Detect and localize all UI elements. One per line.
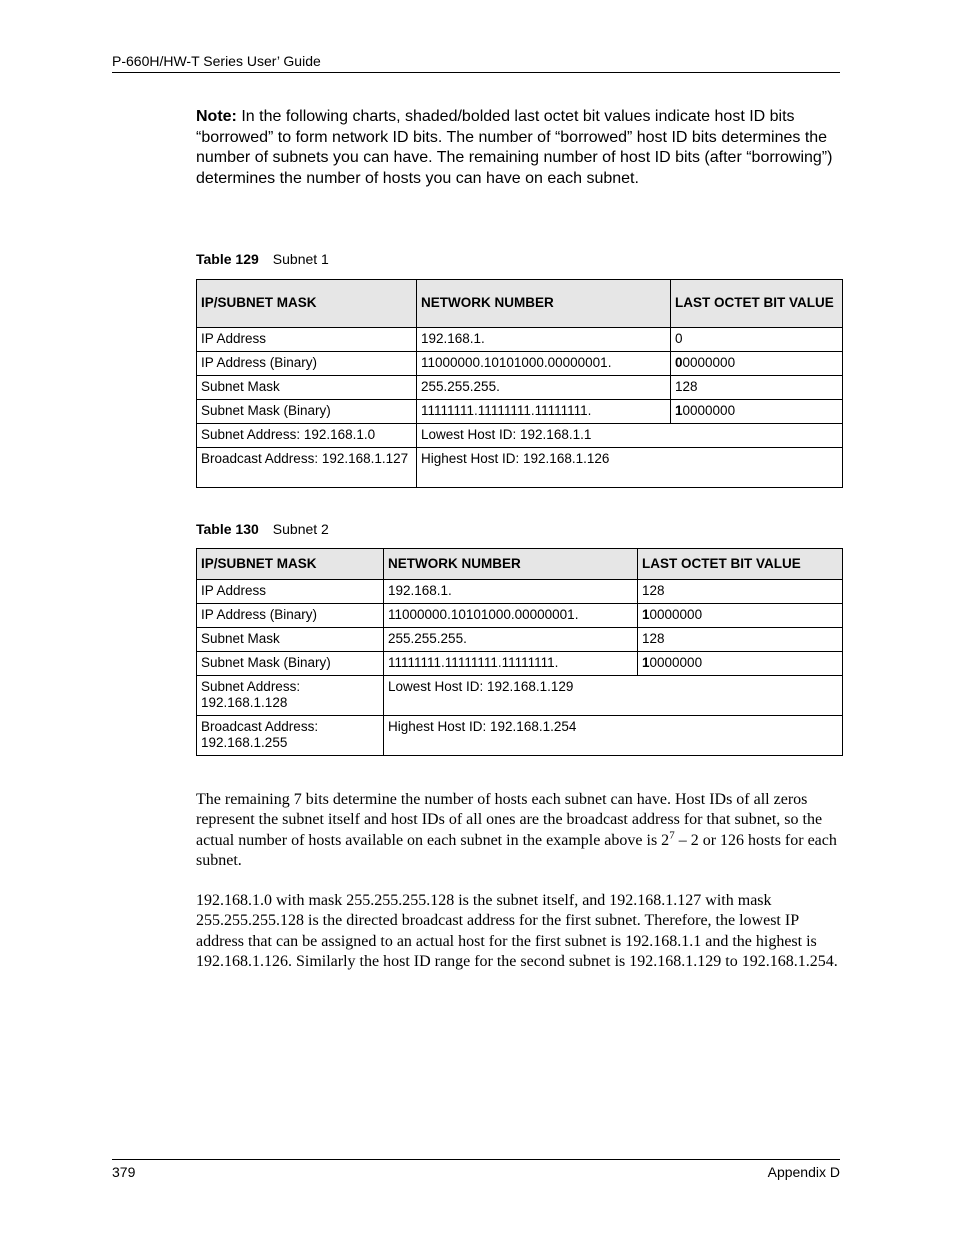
lowest-host-cell: Lowest Host ID: 192.168.1.129 (384, 676, 843, 716)
borrowed-bit: 1 (642, 655, 650, 670)
note-text: In the following charts, shaded/bolded last octet bit values indicate host ID bits “borrowed” to form network ID bits. The number of “borrowed” host ID bits determines the number of subnets you can have. The remaining number of host ID bits (after “borrowing”) determines the number of hosts you can have on each subnet. (196, 108, 833, 187)
table-cell: Subnet Mask (Binary) (197, 652, 384, 676)
borrowed-bit: 1 (642, 607, 650, 622)
table-cell: IP Address (Binary) (197, 604, 384, 628)
table-cell: 11000000.10101000.00000001. (384, 604, 638, 628)
column-header: NETWORK NUMBER (417, 280, 671, 328)
table-cell: 11111111.11111111.11111111. (417, 400, 671, 424)
table-cell: IP Address (197, 328, 417, 352)
table-cell (671, 400, 843, 424)
column-header: IP/SUBNET MASK (197, 549, 384, 580)
broadcast-address-cell: Broadcast Address: 192.168.1.255 (197, 716, 384, 756)
column-header: LAST OCTET BIT VALUE (671, 280, 843, 328)
table-cell: 128 (638, 580, 843, 604)
table-cell: 128 (671, 376, 843, 400)
table1-caption-title: Subnet 1 (272, 251, 329, 267)
broadcast-address-cell: Broadcast Address: 192.168.1.127 (197, 448, 417, 488)
table-header-row (197, 549, 843, 580)
hosts-paragraph (196, 790, 842, 872)
highest-host-cell: Highest Host ID: 192.168.1.126 (417, 448, 843, 488)
borrowed-bit: 0 (675, 355, 683, 370)
column-header: NETWORK NUMBER (384, 549, 638, 580)
page-number: 379 (112, 1164, 136, 1180)
hosts-text: The remaining 7 bits determine the number of hosts each subnet can have. Host IDs of all zeros represent the subnet itself and host IDs of all ones are the broadcast address for that subnet, so the actual number of hosts available on each subnet in the example above is 2 (196, 791, 823, 849)
remaining-bits: 0000000 (682, 355, 736, 370)
subnet-address-cell: Subnet Address: 192.168.1.128 (197, 676, 384, 716)
table-row (197, 448, 843, 488)
table-row (197, 424, 843, 448)
table-cell: Subnet Mask (197, 376, 417, 400)
lowest-host-cell: Lowest Host ID: 192.168.1.1 (417, 424, 843, 448)
table1-caption (196, 250, 329, 268)
column-header: IP/SUBNET MASK (197, 280, 417, 328)
table-cell: 192.168.1. (417, 328, 671, 352)
table2-caption-label: Table 130 (196, 521, 259, 537)
table-row (197, 604, 843, 628)
page-header (112, 52, 840, 73)
page-footer (112, 1159, 840, 1181)
table-cell: 128 (638, 628, 843, 652)
table2-caption (196, 520, 329, 538)
remaining-bits: 0000000 (649, 607, 703, 622)
subnet2-table (196, 548, 843, 756)
table-cell: 0 (671, 328, 843, 352)
table-cell: Subnet Mask (Binary) (197, 400, 417, 424)
table-cell: IP Address (Binary) (197, 352, 417, 376)
note-paragraph (196, 107, 846, 189)
table-cell: 192.168.1. (384, 580, 638, 604)
table-cell (638, 652, 843, 676)
subnet-address-cell: Subnet Address: 192.168.1.0 (197, 424, 417, 448)
note-label: Note: (196, 108, 237, 125)
table-cell: 255.255.255. (417, 376, 671, 400)
table-header-row (197, 280, 843, 328)
range-paragraph (196, 891, 842, 973)
borrowed-bit: 1 (675, 403, 683, 418)
table-row (197, 400, 843, 424)
table2-caption-title: Subnet 2 (272, 521, 329, 537)
remaining-bits: 0000000 (682, 403, 736, 418)
hosts-text-end: – 2 or 126 hosts for each subnet. (196, 831, 837, 870)
table-cell: IP Address (197, 580, 384, 604)
table-cell: 255.255.255. (384, 628, 638, 652)
table-row (197, 676, 843, 716)
table1-caption-label: Table 129 (196, 251, 259, 267)
table-cell (671, 352, 843, 376)
table-row (197, 628, 843, 652)
footer-section: Appendix D (767, 1164, 840, 1180)
table-row (197, 376, 843, 400)
remaining-bits: 0000000 (649, 655, 703, 670)
subnet1-table (196, 279, 843, 488)
table-row (197, 580, 843, 604)
table-cell: 11000000.10101000.00000001. (417, 352, 671, 376)
range-text: 192.168.1.0 with mask 255.255.255.128 is the subnet itself, and 192.168.1.127 with mask 255.255.255.128 is the directed broadcast address for the first subnet. Therefore, the lowest IP address that can be assigned to an actual host for the first subnet is 192.168.1.1 and the highest is 192.168.1.126. Similarly the host ID range for the second subnet is 192.168.1.129 to 192.168.1.254. (196, 892, 838, 971)
table-row (197, 352, 843, 376)
table-row (197, 716, 843, 756)
table-row (197, 328, 843, 352)
header-title: P-660H/HW-T Series User’ Guide (112, 53, 321, 69)
table-cell: 11111111.11111111.11111111. (384, 652, 638, 676)
exponent: 7 (669, 829, 675, 842)
table-cell: Subnet Mask (197, 628, 384, 652)
highest-host-cell: Highest Host ID: 192.168.1.254 (384, 716, 843, 756)
table-row (197, 652, 843, 676)
column-header: LAST OCTET BIT VALUE (638, 549, 843, 580)
table-cell (638, 604, 843, 628)
